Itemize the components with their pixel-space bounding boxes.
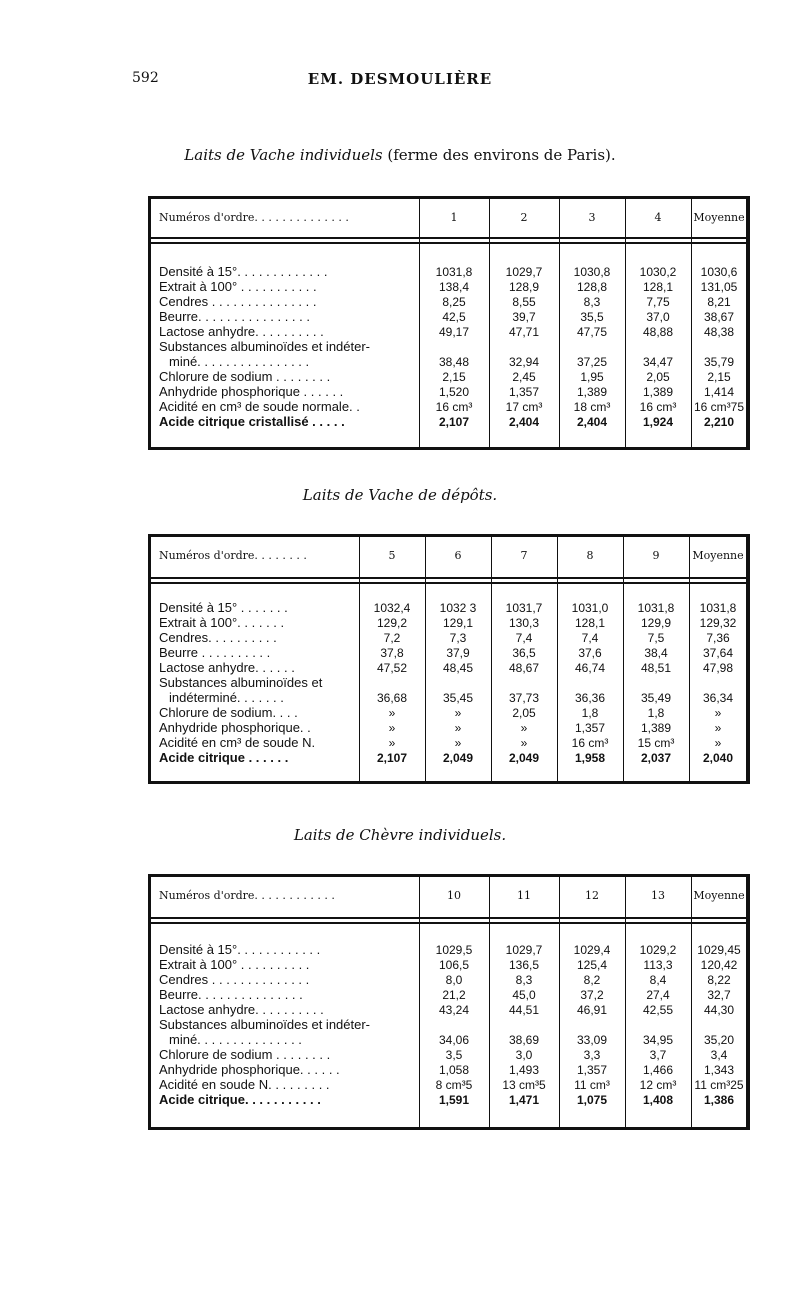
table-cell: 128,1 [574,616,606,630]
table-cell: 37,0 [646,310,670,324]
table-cell: 1,520 [438,385,470,399]
row-label: Densité à 15°. . . . . . . . . . . . [159,943,321,957]
table-cell: 21,2 [442,988,466,1002]
table-cell: 136,5 [508,958,540,972]
header-label: Numéros d'ordre. . . . . . . . [159,549,307,562]
table-cell: 129,1 [442,616,474,630]
table-cell: 2,05 [646,370,670,384]
table-cell: » [454,706,462,720]
table-cell: 1,343 [703,1063,735,1077]
table-cell: 1029,7 [505,265,543,279]
row-label: Extrait à 100°. . . . . . . [159,616,285,630]
column-header: Moyenne [693,211,745,224]
row-label: Anhydride phosphorique . . . . . . [159,385,344,399]
column-header: 2 [520,211,528,224]
table-row [151,265,746,279]
table-row [151,340,746,354]
table-cell: 8,0 [445,973,463,987]
row-label: Substances albuminoïdes et indéter- [159,1018,371,1032]
table-row [151,736,746,750]
table-cell: 138,4 [438,280,470,294]
caption-italic: Laits de Vache de dépôts. [302,486,498,504]
table-cell: 44,30 [703,1003,735,1017]
table-cell: 1,591 [438,1093,470,1107]
row-label: Cendres. . . . . . . . . . [159,631,277,645]
table-row [151,370,746,384]
table-cell: » [388,721,396,735]
table-cell: 120,42 [700,958,738,972]
table-row [151,415,746,429]
table-cell: 3,4 [710,1048,728,1062]
table-cell: 7,4 [581,631,599,645]
table-cell: 12 cm³ [639,1078,677,1092]
column-header: 12 [585,889,599,902]
header-rule [151,917,746,919]
table-cell: 1029,7 [505,943,543,957]
table-cell: 37,64 [702,646,734,660]
table-cell: 1032,4 [373,601,411,615]
caption-italic: Laits de Vache individuels [184,146,383,164]
table-cell: » [388,706,396,720]
table-cell: 45,0 [512,988,536,1002]
table-cell: 130,3 [508,616,540,630]
table-cell: 47,52 [376,661,408,675]
table-cell: 1031,8 [699,601,737,615]
row-label: Chlorure de sodium . . . . . . . . [159,1048,331,1062]
row-label: Beurre . . . . . . . . . . [159,646,271,660]
table-cell: 2,049 [508,751,540,765]
table-cell: 7,2 [383,631,401,645]
table-row [151,943,746,957]
table-cell: 34,47 [642,355,674,369]
table-row [151,616,746,630]
table-cell: 47,75 [576,325,608,339]
table-cell: 11 cm³25 [694,1078,744,1092]
table-cell: 43,24 [438,1003,470,1017]
table-header-row [151,549,746,563]
table-header-row [151,211,746,225]
table-row [151,355,746,369]
table-cell: 1031,0 [571,601,609,615]
table-cell: 16 cm³ [435,400,473,414]
column-header: 1 [450,211,458,224]
table-cell: 36,68 [376,691,408,705]
table-cell: 1,924 [642,415,674,429]
header-rule [151,582,746,584]
column-header: 4 [654,211,662,224]
table-cell: 3,0 [515,1048,533,1062]
table-cell: 34,95 [642,1033,674,1047]
table-cell: » [714,721,722,735]
table-cell: » [714,706,722,720]
table-cell: 129,32 [699,616,737,630]
table-cell: 16 cm³ [639,400,677,414]
table-row [151,601,746,615]
row-label: miné. . . . . . . . . . . . . . . [169,1033,302,1047]
table-cell: 2,05 [512,706,536,720]
column-header: Moyenne [692,549,744,562]
table-row [151,1048,746,1062]
table-cell: 36,5 [512,646,536,660]
table-cell: 128,1 [642,280,674,294]
table-row [151,676,746,690]
table-cell: 48,51 [640,661,672,675]
table-cell: 1,95 [580,370,604,384]
row-label: Substances albuminoïdes et indéter- [159,340,371,354]
caption-rest: (ferme des environs de Paris). [382,146,616,164]
row-label: Anhydride phosphorique. . . . . . [159,1063,340,1077]
table-cell: 35,20 [703,1033,735,1047]
table-cell: 7,75 [646,295,670,309]
table-cell: 106,5 [438,958,470,972]
column-header: 9 [652,549,660,562]
row-label: Densité à 15° . . . . . . . [159,601,288,615]
table-cell: 1,8 [581,706,599,720]
table-cell: 129,9 [640,616,672,630]
table-row [151,400,746,414]
table-cell: 38,4 [644,646,668,660]
column-header: 13 [651,889,665,902]
table-caption-3 [0,826,800,844]
table-cell: 7,36 [706,631,730,645]
table-cell: 2,040 [702,751,734,765]
table-cell: 32,94 [508,355,540,369]
table-row [151,1003,746,1017]
column-header: 5 [388,549,396,562]
row-label: Acidité en cm³ de soude N. [159,736,316,750]
table-cell: 16 cm³ [571,736,609,750]
table-row [151,661,746,675]
row-label: Lactose anhydre. . . . . . . . . . [159,325,324,339]
table-cell: 8,25 [442,295,466,309]
table-cell: 32,7 [707,988,731,1002]
table-cell: 2,107 [438,415,470,429]
column-header: 6 [454,549,462,562]
table-cell: 7,5 [647,631,665,645]
table-cell: 8,55 [512,295,536,309]
table-cell: 8,21 [707,295,731,309]
column-header: 10 [447,889,461,902]
table-row [151,988,746,1002]
table-header-row [151,889,746,903]
table-cell: 2,404 [508,415,540,429]
table-cell: 1,8 [647,706,665,720]
table-cell: 39,7 [512,310,536,324]
table-cell: 36,34 [702,691,734,705]
table-cell: 1,493 [508,1063,540,1077]
table-cell: 1,408 [642,1093,674,1107]
table-cell: 49,17 [438,325,470,339]
row-label: Chlorure de sodium. . . . [159,706,298,720]
table-cell: 1030,8 [573,265,611,279]
row-label: Substances albuminoïdes et [159,676,323,690]
caption-italic: Laits de Chèvre individuels. [293,826,507,844]
row-label: Cendres . . . . . . . . . . . . . . [159,973,310,987]
table-cell: 13 cm³5 [502,1078,546,1092]
header-rule [151,922,746,924]
table-cell: 37,25 [576,355,608,369]
table-cell: 7,3 [449,631,467,645]
table-cell: 1029,2 [639,943,677,957]
table-cell: 1,414 [703,385,735,399]
table-cell: 1030,2 [639,265,677,279]
table-row [151,1033,746,1047]
table-cell: » [520,736,528,750]
table-cell: » [454,721,462,735]
table-cell: 2,15 [442,370,466,384]
table-row [151,295,746,309]
header-label: Numéros d'ordre. . . . . . . . . . . . [159,889,335,902]
table-cell: 35,49 [640,691,672,705]
table-cell: 128,8 [576,280,608,294]
table-cell: 7,4 [515,631,533,645]
table-row [151,646,746,660]
row-label: Lactose anhydre. . . . . . [159,661,295,675]
table-cell: 38,67 [703,310,735,324]
table-caption-1 [0,146,800,164]
table-cell: 1031,8 [435,265,473,279]
table-cell: 8 cm³5 [435,1078,473,1092]
table-row [151,280,746,294]
table-cell: 1,357 [508,385,540,399]
row-label: Lactose anhydre. . . . . . . . . . [159,1003,324,1017]
table-cell: 1031,7 [505,601,543,615]
table-cell: 128,9 [508,280,540,294]
page-number: 592 [132,70,159,86]
table-cell: 1,471 [508,1093,540,1107]
table-cell: 2,45 [512,370,536,384]
header-rule [151,242,746,244]
table-row [151,1063,746,1077]
table-cell: 46,74 [574,661,606,675]
table-cell: 2,15 [707,370,731,384]
table-cell: 27,4 [646,988,670,1002]
table-cell: » [454,736,462,750]
table-cell: » [714,736,722,750]
table-cell: 1030,6 [700,265,738,279]
table-cell: 2,049 [442,751,474,765]
table-row [151,310,746,324]
table-cell: 47,98 [702,661,734,675]
column-header: 11 [517,889,531,902]
table-cell: 125,4 [576,958,608,972]
table-cell: 2,107 [376,751,408,765]
column-header: 3 [588,211,596,224]
data-table-1 [148,196,750,450]
table-cell: 44,51 [508,1003,540,1017]
table-cell: 1031,8 [637,601,675,615]
table-cell: 129,2 [376,616,408,630]
table-row [151,631,746,645]
table-row [151,706,746,720]
header-label: Numéros d'ordre. . . . . . . . . . . . . . [159,211,349,224]
table-cell: 42,5 [442,310,466,324]
table-cell: 35,79 [703,355,735,369]
table-cell: 8,22 [707,973,731,987]
table-cell: 2,210 [703,415,735,429]
table-row [151,385,746,399]
table-cell: 35,5 [580,310,604,324]
table-cell: 37,9 [446,646,470,660]
table-cell: 1,357 [574,721,606,735]
table-row [151,958,746,972]
table-row [151,325,746,339]
table-cell: 1,058 [438,1063,470,1077]
table-cell: 37,6 [578,646,602,660]
table-cell: 35,45 [442,691,474,705]
table-cell: 48,38 [703,325,735,339]
table-cell: 17 cm³ [505,400,543,414]
table-row [151,751,746,765]
table-cell: 16 cm³75 [693,400,745,414]
table-cell: 36,36 [574,691,606,705]
table-cell: 37,2 [580,988,604,1002]
table-cell: 47,71 [508,325,540,339]
table-cell: 3,5 [445,1048,463,1062]
table-cell: 3,7 [649,1048,667,1062]
table-cell: 113,3 [643,958,673,972]
table-row [151,973,746,987]
table-cell: 34,06 [438,1033,470,1047]
table-cell: 1,357 [576,1063,608,1077]
row-label: Acide citrique . . . . . . [159,751,289,765]
table-cell: 8,2 [583,973,601,987]
table-cell: 1029,5 [435,943,473,957]
table-cell: 48,88 [642,325,674,339]
data-table-2 [148,534,750,784]
table-row [151,691,746,705]
table-cell: 18 cm³ [573,400,611,414]
row-label: Chlorure de sodium . . . . . . . . [159,370,331,384]
row-label: Extrait à 100° . . . . . . . . . . . [159,280,317,294]
table-cell: 48,45 [442,661,474,675]
table-cell: 38,69 [508,1033,540,1047]
row-label: indéterminé. . . . . . . [169,691,284,705]
table-cell: 8,4 [649,973,667,987]
table-cell: » [520,721,528,735]
table-cell: 131,05 [700,280,738,294]
table-cell: 1029,45 [697,943,741,957]
table-cell: 48,67 [508,661,540,675]
row-label: Acide citrique cristallisé . . . . . [159,415,345,429]
header-rule [151,237,746,239]
table-cell: 1,389 [576,385,608,399]
table-cell: 33,09 [576,1033,608,1047]
table-cell: 37,73 [508,691,540,705]
table-cell: 2,404 [576,415,608,429]
table-cell: 15 cm³ [637,736,675,750]
row-label: Acidité en soude N. . . . . . . . . [159,1078,330,1092]
row-label: Beurre. . . . . . . . . . . . . . . [159,988,303,1002]
row-label: Beurre. . . . . . . . . . . . . . . . [159,310,310,324]
row-label: miné. . . . . . . . . . . . . . . . [169,355,310,369]
row-label: Extrait à 100° . . . . . . . . . . [159,958,310,972]
column-header: 7 [520,549,528,562]
row-label: Cendres . . . . . . . . . . . . . . . [159,295,317,309]
table-cell: 37,8 [380,646,404,660]
table-row [151,1093,746,1107]
table-cell: 1,466 [642,1063,674,1077]
table-cell: 1,958 [574,751,606,765]
table-cell: 2,037 [640,751,672,765]
table-cell: 1,075 [576,1093,608,1107]
table-row [151,721,746,735]
column-header: Moyenne [693,889,745,902]
column-header: 8 [586,549,594,562]
table-cell: 1,389 [640,721,672,735]
table-cell: 1,389 [642,385,674,399]
table-cell: 11 cm³ [574,1078,610,1092]
row-label: Anhydride phosphorique. . [159,721,311,735]
table-cell: 1032 3 [439,601,477,615]
table-cell: 1029,4 [573,943,611,957]
table-caption-2 [0,486,800,504]
running-head-author: EM. DESMOULIÈRE [307,70,493,88]
header-rule [151,577,746,579]
table-cell: 46,91 [576,1003,608,1017]
row-label: Densité à 15°. . . . . . . . . . . . . [159,265,328,279]
table-cell: 3,3 [583,1048,601,1062]
table-cell: 8,3 [515,973,533,987]
data-table-3 [148,874,750,1130]
table-cell: 38,48 [438,355,470,369]
row-label: Acidité en cm³ de soude normale. . [159,400,360,414]
table-row [151,1018,746,1032]
table-row [151,1078,746,1092]
table-cell: 1,386 [703,1093,735,1107]
table-cell: 42,55 [642,1003,674,1017]
row-label: Acide citrique. . . . . . . . . . . [159,1093,321,1107]
page-header [0,70,800,92]
table-cell: » [388,736,396,750]
table-cell: 8,3 [583,295,601,309]
